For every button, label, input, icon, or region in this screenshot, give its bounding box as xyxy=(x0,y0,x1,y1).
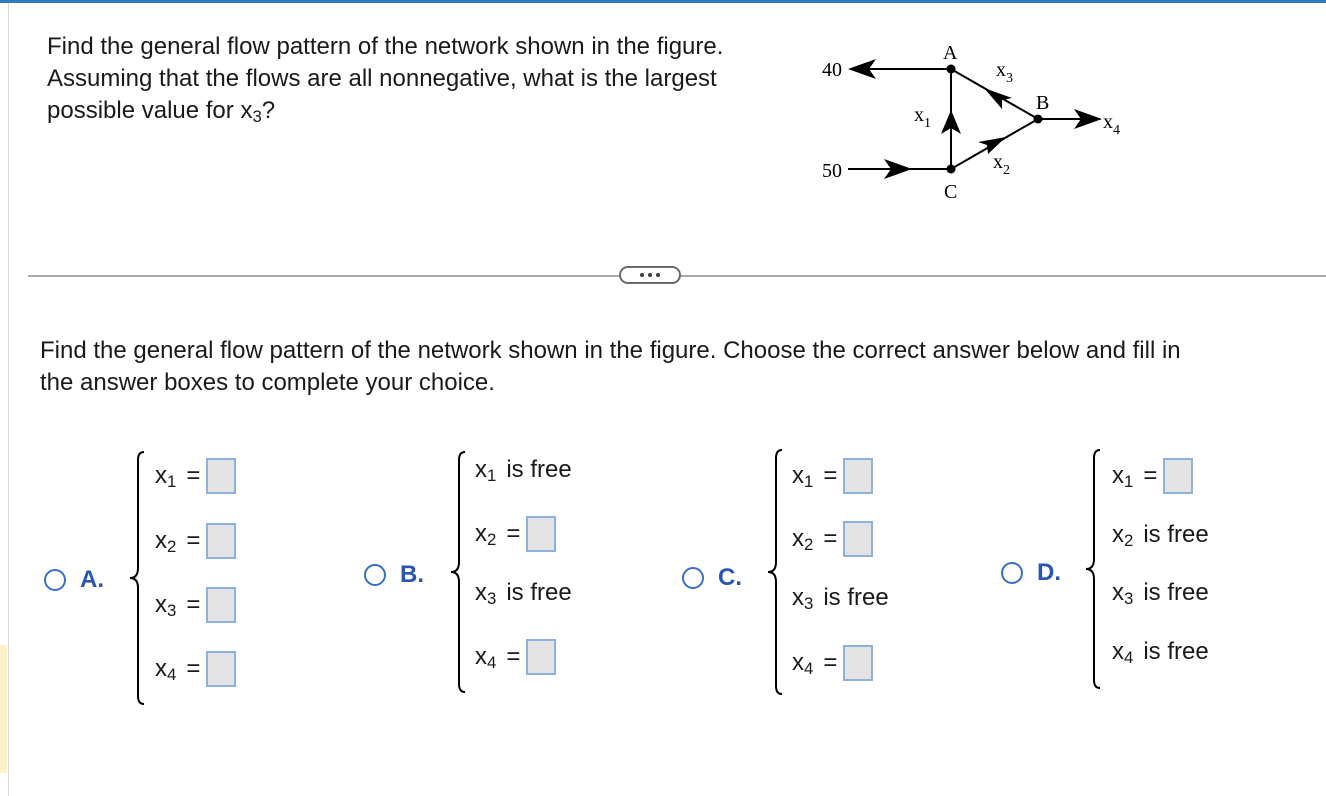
left-border xyxy=(8,3,9,796)
option-b-label: B. xyxy=(400,561,424,588)
instruction-line-1: Find the general flow pattern of the network shown in the figure. Choose the correct answer below and fill in xyxy=(40,337,1181,364)
option-c-row-2: $x_2$ = xyxy=(792,521,873,557)
instruction-text xyxy=(40,335,1300,399)
option-b-x2-answer-box[interactable] xyxy=(526,516,556,552)
option-a-row-2: $x_2$ = xyxy=(155,523,236,559)
inflow-40-label: 40 xyxy=(822,59,842,81)
option-d-radio[interactable] xyxy=(1001,562,1023,584)
node-c-label: C xyxy=(944,181,958,203)
option-d-x1-answer-box[interactable] xyxy=(1163,458,1193,494)
option-d-row-2: $x_2$ is free xyxy=(1112,521,1209,551)
question-line-1: Find the general flow pattern of the network shown in the figure. xyxy=(47,33,724,60)
node-b xyxy=(1034,115,1043,124)
option-c-x4-answer-box[interactable] xyxy=(843,645,873,681)
option-a-x2-answer-box[interactable] xyxy=(206,523,236,559)
option-c-radio[interactable] xyxy=(682,567,704,589)
show-more-button[interactable] xyxy=(619,266,681,284)
option-c-row-1: $x_1$ = xyxy=(792,458,873,494)
left-highlight-marker xyxy=(0,645,7,773)
option-b-row-1: $x_1$ is free xyxy=(475,456,572,486)
option-c-row-4: $x_4$ = xyxy=(792,645,873,681)
option-b-brace-icon xyxy=(449,450,469,694)
option-d-row-4: $x_4$ is free xyxy=(1112,638,1209,668)
option-a-x4-answer-box[interactable] xyxy=(206,651,236,687)
option-d-row-1: $x_1$ = xyxy=(1112,458,1193,494)
question-text xyxy=(47,31,807,127)
option-a-x3-answer-box[interactable] xyxy=(206,587,236,623)
option-d-row-3: $x_3$ is free xyxy=(1112,579,1209,609)
node-b-label: B xyxy=(1036,92,1050,114)
edge-x1-label: $x_1$ xyxy=(914,104,931,131)
inflow-50-label: 50 xyxy=(822,160,842,182)
option-b-row-3: $x_3$ is free xyxy=(475,579,572,609)
instruction-line-2: the answer boxes to complete your choice. xyxy=(40,369,495,396)
question-line-2: Assuming that the flows are all nonnegative, what is the largest xyxy=(47,65,717,92)
edge-x4-label: $x_4$ xyxy=(1103,111,1120,138)
option-d-brace-icon xyxy=(1084,448,1104,690)
option-b-row-4: $x_4$ = xyxy=(475,639,556,675)
arrowhead-x3-icon xyxy=(984,88,1012,109)
option-b-x4-answer-box[interactable] xyxy=(526,639,556,675)
option-c-row-3: $x_3$ is free xyxy=(792,584,889,614)
option-b-row-2: $x_2$ = xyxy=(475,516,556,552)
ellipsis-dot-icon xyxy=(640,273,644,277)
node-c xyxy=(947,165,956,174)
option-a-row-1: $x_1$ = xyxy=(155,458,236,494)
option-c-x2-answer-box[interactable] xyxy=(843,521,873,557)
network-diagram xyxy=(800,30,1140,210)
ellipsis-dot-icon xyxy=(648,273,652,277)
option-a-row-4: $x_4$ = xyxy=(155,651,236,687)
option-c-x1-answer-box[interactable] xyxy=(843,458,873,494)
option-c-brace-icon xyxy=(766,448,786,696)
option-b-radio[interactable] xyxy=(364,564,386,586)
option-a-row-3: $x_3$ = xyxy=(155,587,236,623)
edge-x3-label: $x_3$ xyxy=(996,59,1013,86)
option-a-x1-answer-box[interactable] xyxy=(206,458,236,494)
option-a-radio[interactable] xyxy=(44,569,66,591)
top-accent-bar xyxy=(0,0,1326,3)
option-c-label: C. xyxy=(718,564,742,591)
node-a-label: A xyxy=(943,42,958,64)
ellipsis-dot-icon xyxy=(656,273,660,277)
option-a-brace-icon xyxy=(128,450,148,706)
option-d-label: D. xyxy=(1037,559,1061,586)
question-line-3: possible value for $x_3$? xyxy=(47,97,276,127)
option-a-label: A. xyxy=(80,566,104,593)
node-a xyxy=(947,65,956,74)
edge-x2-label: $x_2$ xyxy=(993,151,1010,178)
